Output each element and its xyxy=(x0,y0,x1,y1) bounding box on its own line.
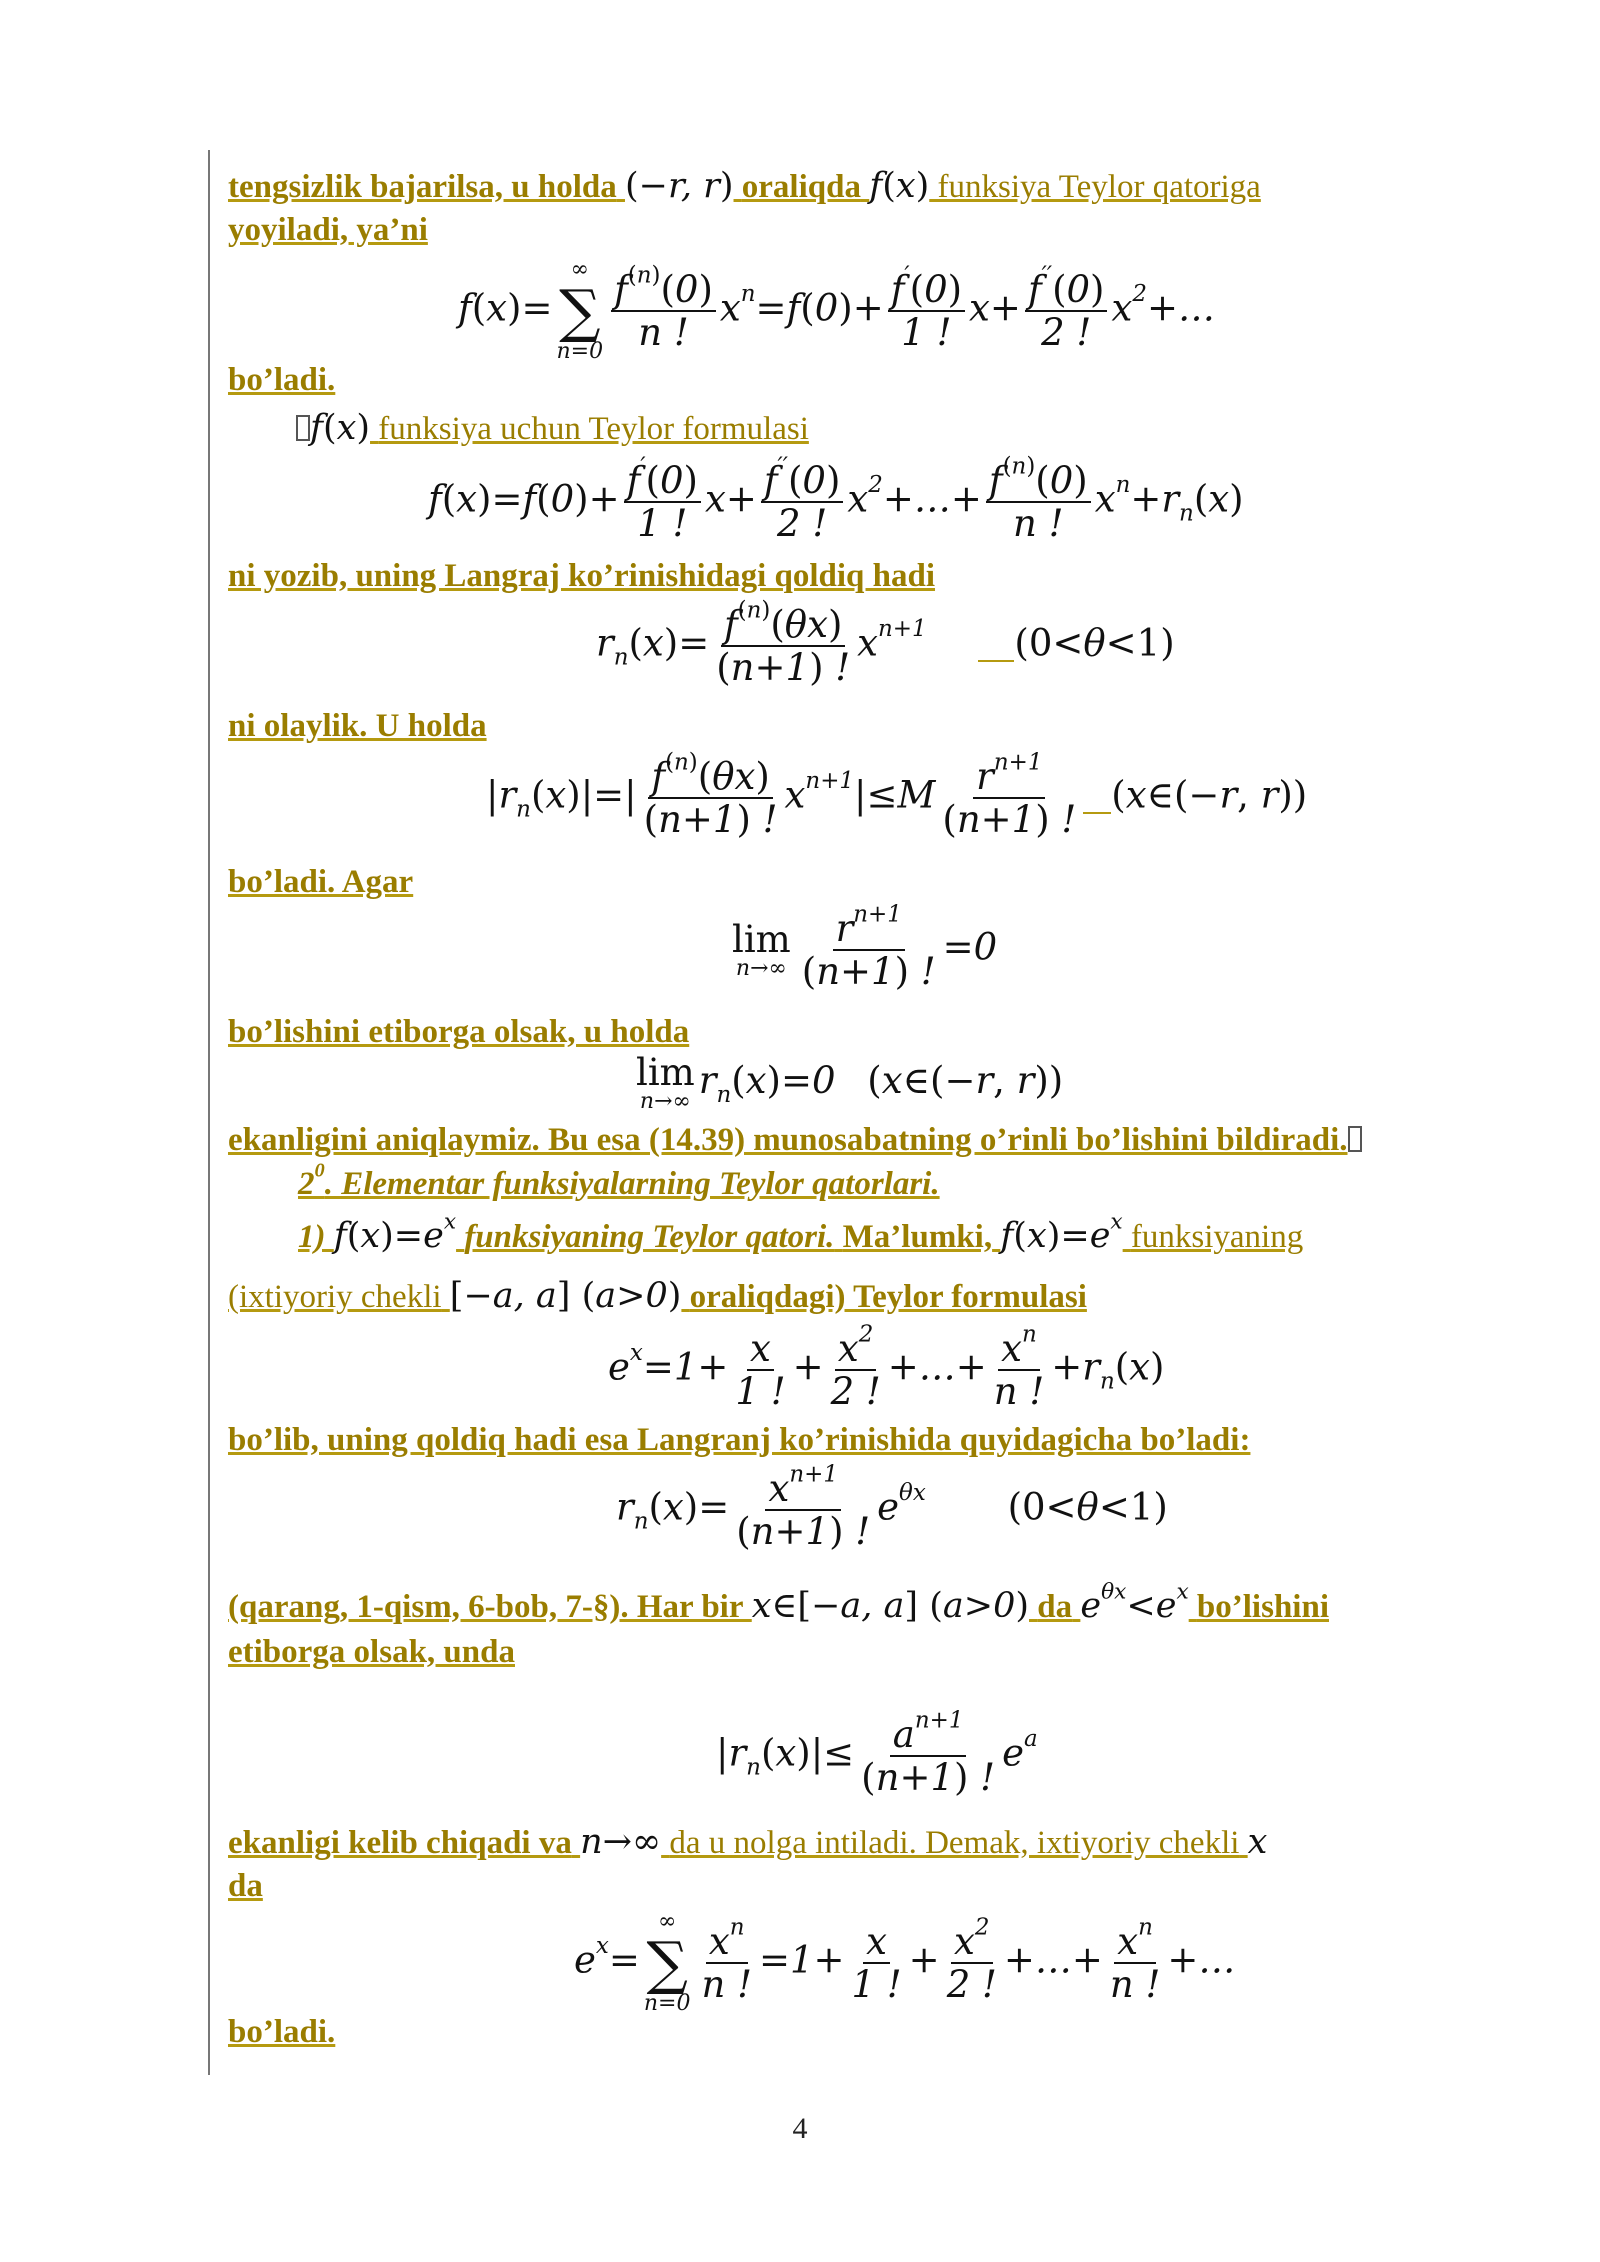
text-line-9: ekanligini aniqlaymiz. Bu esa (14.39) munosabatning o’rinli bo’lishini bildiradi. xyxy=(228,1120,1482,1160)
text-line-5: ni yozib, uning Langraj ko’rinishidagi qoldiq hadi xyxy=(228,558,936,594)
text-line-3: bo’ladi. xyxy=(228,362,336,398)
formula-limit-r: lim n→∞ $\frac{r^{n+1}}{(n+1) !}$ =0 xyxy=(732,901,998,993)
text-line-15: etiborga olsak, unda xyxy=(228,1634,515,1670)
text-line-11: 1) $f(x)=e^x$ funksiyaning Teylor qatori. Ma’lumki, $f(x)=e^x$ funksiyaning xyxy=(298,1209,1304,1256)
left-margin-line xyxy=(208,150,210,2075)
formula-remainder-bound: $|r_n(x)|=|$ $\frac{f^{(n)}(\theta x)}{(n+1) !}$ $x^{n+1}|\le M$ $\frac{r^{n+1}}{(n+1) !}$ (x∈(−r, r)) xyxy=(486,749,1308,841)
formula-exp-remainder: $r_n(x)=$ $\frac{x^{n+1}}{(n+1) !}$ $e^{\theta x}$ (0<θ<1) xyxy=(616,1461,1168,1553)
interval-inline: (−r, r) xyxy=(624,166,734,206)
formula-exp-bound: $|r_n(x)|\le$ $\frac{a^{n+1}}{(n+1) !}$ $e^a$ xyxy=(716,1707,1038,1799)
text-line-14: (qarang, 1-qism, 6-bob, 7-§). Har bir x∈[−a, a] (a>0) da $e^{\theta x}<e^x$ bo’lishini xyxy=(228,1579,1329,1626)
formula-remainder: $r_n(x)=$ $\frac{f^{(n)}(\theta x)}{(n+1) !}$ $x^{n+1}$ (0<θ<1) xyxy=(596,597,1175,689)
formula-taylor-formula: f(x)=f(0)+ $\frac{f'(0)}{1 !}$ x+ $\frac{f''(0)}{2 !}$ $x^2+\dots+$ $\frac{f^{(n)}(0)}{n !}$ $x^n+r_n(x)$ xyxy=(428,453,1244,545)
text-line-12: (ixtiyoriy chekli [−a, a] (a>0) oraliqdagi) Teylor formulasi xyxy=(228,1276,1087,1316)
text-line-16: ekanligi kelib chiqadi va n→∞ da u nolga intiladi. Demak, ixtiyoriy chekli x xyxy=(228,1822,1268,1862)
text-line-2: yoyiladi, ya’ni xyxy=(228,212,428,248)
missing-glyph-icon xyxy=(1348,1126,1362,1152)
text-line-1: tengsizlik bajarilsa, u holda (−r, r) oraliqda f(x) funksiya Teylor qatoriga xyxy=(228,166,1261,206)
formula-taylor-series: f(x)= ∞ ∑ n=0 $\frac{f^{(n)}(0)}{n !}$ $x^n=f(0)+$ $\frac{f'(0)}{1 !}$ x+ $\frac{f''(0)}{2 !}$ $x^2+\dots$ xyxy=(458,257,1215,365)
formula-limit-rn: lim n→∞ $r_n(x)=0$ (x∈(−r, r)) xyxy=(636,1051,1064,1114)
text-line-7: bo’ladi. Agar xyxy=(228,864,414,900)
formula-exp-series: $e^x=$ ∞ ∑ n=0 $\frac{x^n}{n !}$ =1+ $\frac{x}{1 !}$ + $\frac{x^2}{2 !}$ +…+ $\frac{x^n}{n !}$ +… xyxy=(574,1909,1236,2017)
text-line-17: da xyxy=(228,1868,263,1904)
text-line-18: bo’ladi. xyxy=(228,2014,336,2050)
section-heading: $2^0$. Elementar funksiyalarning Teylor qatorlari. xyxy=(298,1159,940,1202)
text-line-13: bo’lib, uning qoldiq hadi esa Langranj ko’rinishida quyidagicha bo’ladi: xyxy=(228,1422,1251,1458)
missing-glyph-icon xyxy=(296,415,310,441)
fx-inline: f(x) xyxy=(869,166,930,206)
page-number: 4 xyxy=(792,2112,808,2145)
text-line-6: ni olaylik. U holda xyxy=(228,708,487,744)
text-line-8: bo’lishini etiborga olsak, u holda xyxy=(228,1014,690,1050)
formula-exp-taylor: $e^x=1+$ $\frac{x}{1 !}$ + $\frac{x^2}{2 !}$ +…+ $\frac{x^n}{n !}$ $+r_n(x)$ xyxy=(608,1321,1165,1413)
text-line-4: f(x) funksiya uchun Teylor formulasi xyxy=(296,408,1482,449)
